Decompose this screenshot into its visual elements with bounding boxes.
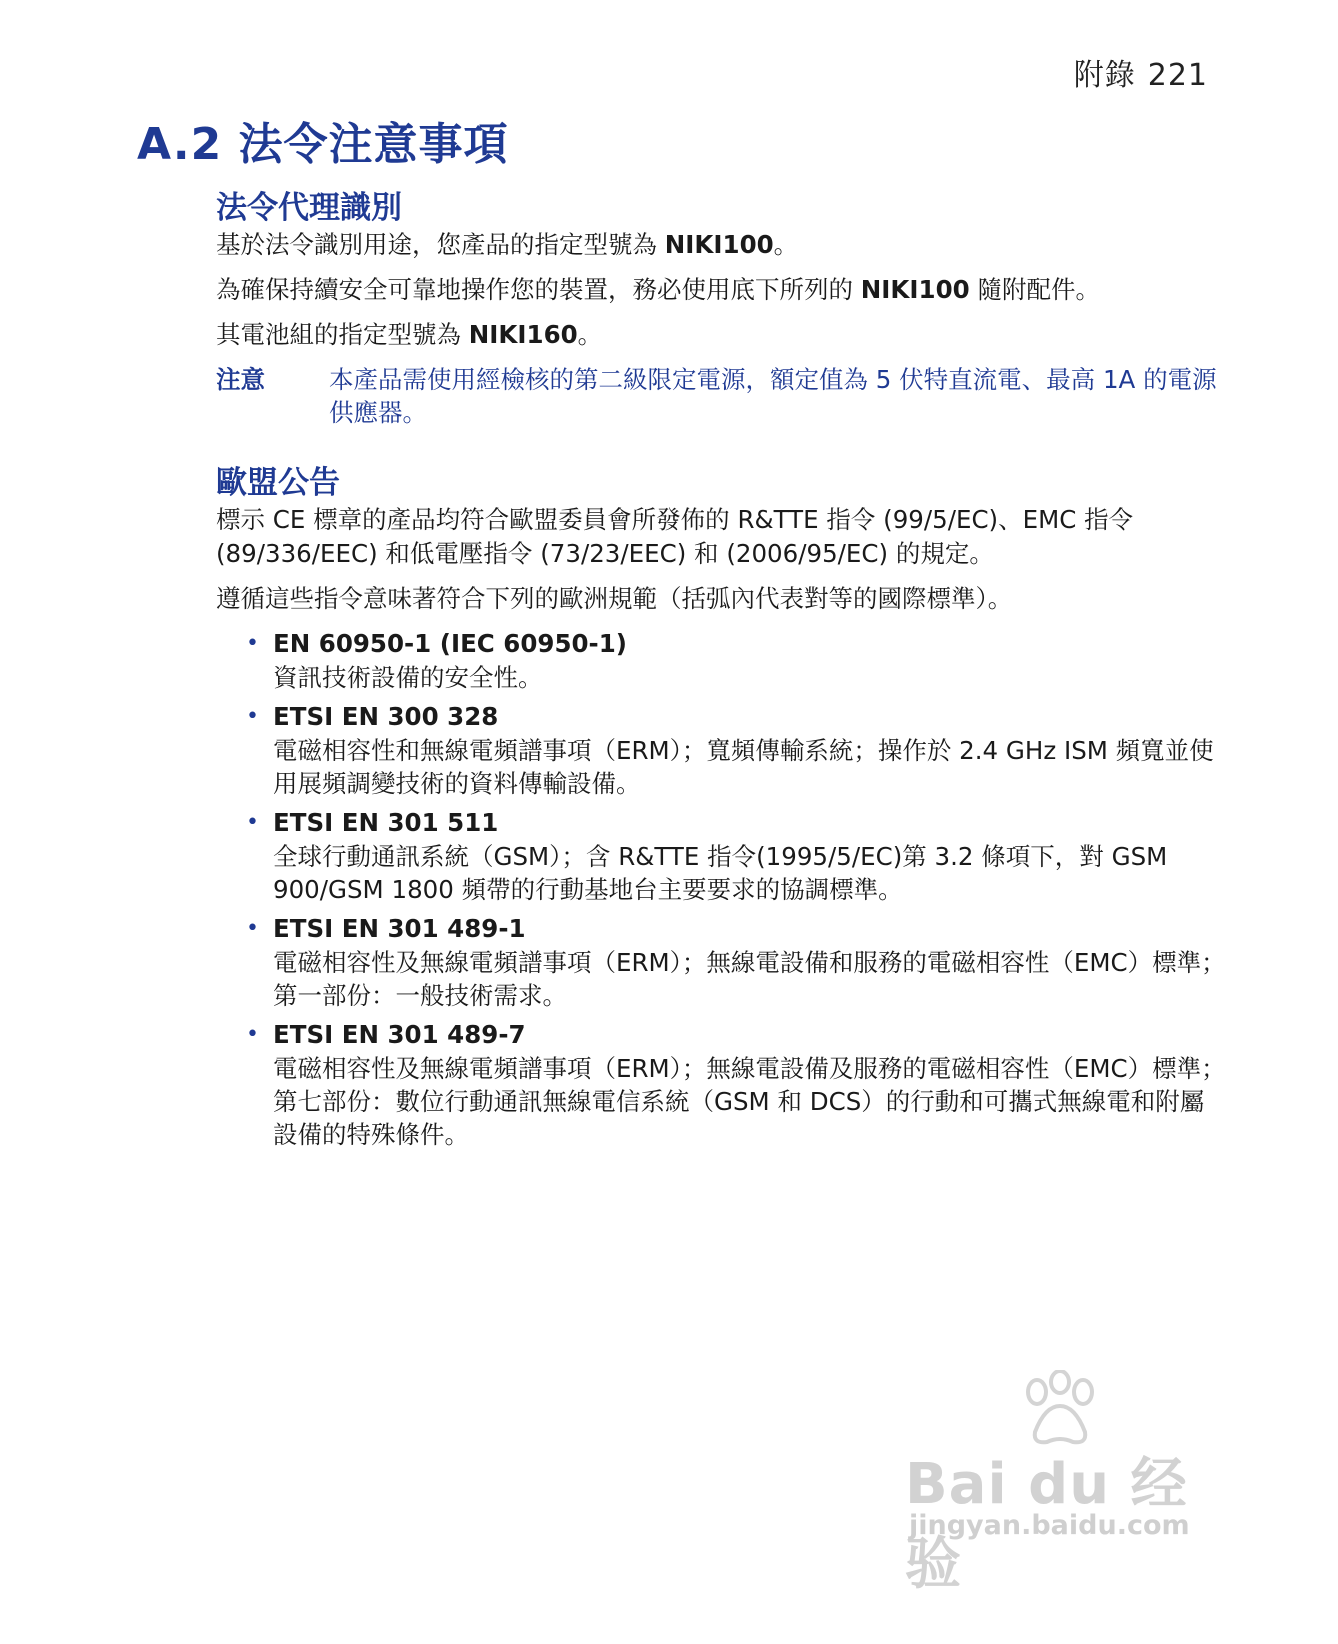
battery-paragraph: 其電池組的指定型號為 NIKI160。 xyxy=(216,320,603,349)
bullet-icon: • xyxy=(246,916,259,941)
list-item xyxy=(246,700,1226,800)
standard-code: ETSI EN 301 489-7 xyxy=(273,1020,526,1049)
standard-code: ETSI EN 301 489-1 xyxy=(273,914,526,943)
page-content xyxy=(216,188,1226,1157)
list-item xyxy=(246,1018,1226,1151)
bullet-icon: • xyxy=(246,1022,259,1047)
eu-notice-section xyxy=(216,463,1226,1151)
standard-description: 電磁相容性及無線電頻譜事項（ERM）；無線電設備及服務的電磁相容性（EMC）標準；第七部份：數位行動通訊無線電信系統（GSM 和 DCS）的行動和可攜式無線電和附屬設備的特殊條件。 xyxy=(273,1054,1226,1149)
watermark-url: jingyan.baidu.com xyxy=(909,1510,1190,1541)
accessory-paragraph: 為確保持續安全可靠地操作您的裝置，務必使用底下所列的 NIKI100 隨附配件。 xyxy=(216,275,1100,304)
paw-icon xyxy=(1015,1370,1105,1450)
page-header xyxy=(1074,50,1208,94)
header-section: 附錄 xyxy=(1073,58,1136,93)
standard-code: ETSI EN 301 511 xyxy=(273,808,499,837)
bullet-icon: • xyxy=(246,810,259,835)
note-text: 本產品需使用經檢核的第二級限定電源，額定值為 5 伏特直流電、最高 1A 的電源供應器。 xyxy=(329,365,1217,427)
watermark-logo: Bai du 经验 xyxy=(905,1452,1188,1597)
bullet-icon: • xyxy=(246,704,259,729)
note-block xyxy=(216,363,1226,429)
regulatory-id-heading: 法令代理識別 xyxy=(216,190,402,226)
section-title: A.2 法令注意事項 xyxy=(137,119,509,170)
standard-code: EN 60950-1 (IEC 60950-1) xyxy=(273,629,627,658)
list-item xyxy=(246,627,1226,694)
eu-notice-heading: 歐盟公告 xyxy=(216,465,340,501)
model-paragraph: 基於法令識別用途，您產品的指定型號為 NIKI100。 xyxy=(216,230,799,259)
page-number: 221 xyxy=(1147,58,1208,93)
standards-list xyxy=(216,627,1226,1151)
standard-description: 電磁相容性和無線電頻譜事項（ERM）；寬頻傳輸系統；操作於 2.4 GHz ISM 頻寬並使用展頻調變技術的資料傳輸設備。 xyxy=(273,736,1214,798)
eu-directives-paragraph: 標示 CE 標章的產品均符合歐盟委員會所發佈的 R&TTE 指令 (99/5/EC)、EMC 指令 (89/336/EEC) 和低電壓指令 (73/23/EEC) 和 (2006/95/EC) 的規定。 xyxy=(216,505,1134,568)
standard-description: 全球行動通訊系統（GSM）；含 R&TTE 指令(1995/5/EC)第 3.2 條項下，對 GSM 900/GSM 1800 頻帶的行動基地台主要要求的協調標準。 xyxy=(273,842,1168,904)
standard-description: 資訊技術設備的安全性。 xyxy=(273,663,543,692)
list-item xyxy=(246,912,1226,1012)
bullet-icon: • xyxy=(246,631,259,656)
standard-code: ETSI EN 300 328 xyxy=(273,702,499,731)
note-label: 注意 xyxy=(216,365,265,394)
eu-standards-intro: 遵循這些指令意味著符合下列的歐洲規範（括弧內代表對等的國際標準）。 xyxy=(216,584,1013,613)
baidu-watermark xyxy=(905,1370,1205,1597)
standard-description: 電磁相容性及無線電頻譜事項（ERM）；無線電設備和服務的電磁相容性（EMC）標準；第一部份：一般技術需求。 xyxy=(273,948,1226,1010)
list-item xyxy=(246,806,1226,906)
